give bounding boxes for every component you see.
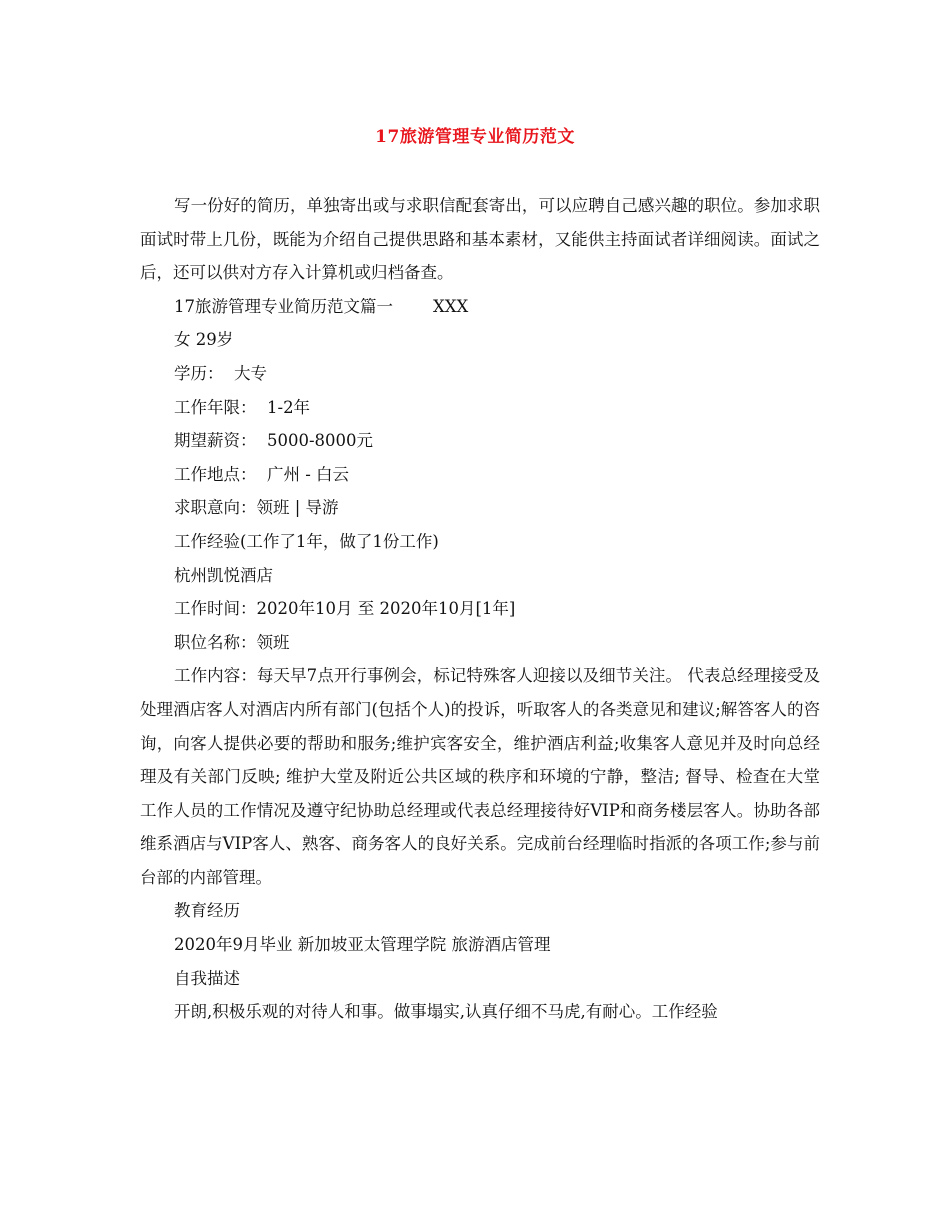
position-title: 职位名称：领班: [174, 632, 290, 652]
company-name: 杭州凯悦酒店: [174, 565, 273, 585]
education-heading: 教育经历: [174, 901, 240, 921]
education-level: 学历： 大专: [174, 363, 267, 383]
expected-salary: 期望薪资： 5000-8000元: [174, 431, 374, 451]
work-period: 工作时间：2020年10月 至 2020年10月[1年]: [174, 599, 516, 619]
experience-heading: 工作经验(工作了1年，做了1份工作): [174, 531, 439, 551]
work-years: 工作年限： 1-2年: [174, 397, 311, 417]
resume-heading-line: [140, 290, 820, 324]
job-content-paragraph: 工作内容：每天早7点开行事例会，标记特殊客人迎接以及细节关注。 代表总经理接受及处理酒店客人对酒店内所有部门(包括个人)的投诉，听取客人的各类意见和建议;解答客人的咨询，向客人提供必要的帮助和服务;维护宾客安全，维护酒店利益;收集客人意见并及时向总经理及有关部门反映; 维护大堂及附近公共区域的秩序和环境的宁静，整洁; 督导、检查在大堂工作人员的工作情况及遵守纪协助总经理或代表总经理接待好VIP和商务楼层客人。协助各部维系酒店与VIP客人、熟客、商务客人的良好关系。完成前台经理临时指派的各项工作;参与前台部的内部管理。: [140, 666, 820, 887]
resume-heading: 17旅游管理专业简历范文篇一: [174, 296, 393, 316]
education-detail: 2020年9月毕业 新加坡亚太管理学院 旅游酒店管理: [174, 935, 551, 955]
self-description-heading: 自我描述: [174, 968, 240, 988]
work-location: 工作地点： 广州 - 白云: [174, 464, 350, 484]
resume-name: XXX: [433, 296, 469, 316]
document-title: 17旅游管理专业简历范文: [375, 127, 575, 147]
self-description: 开朗,积极乐观的对待人和事。做事塌实,认真仔细不马虎,有耐心。工作经验: [174, 1002, 718, 1022]
gender-age: 女 29岁: [174, 330, 234, 350]
document-body: [140, 189, 820, 1029]
job-intention: 求职意向：领班 | 导游: [174, 498, 339, 518]
intro-paragraph: 写一份好的简历，单独寄出或与求职信配套寄出，可以应聘自己感兴趣的职位。参加求职面试时带上几份，既能为介绍自己提供思路和基本素材，又能供主持面试者详细阅读。面试之后，还可以供对方存入计算机或归档备查。: [140, 196, 820, 283]
